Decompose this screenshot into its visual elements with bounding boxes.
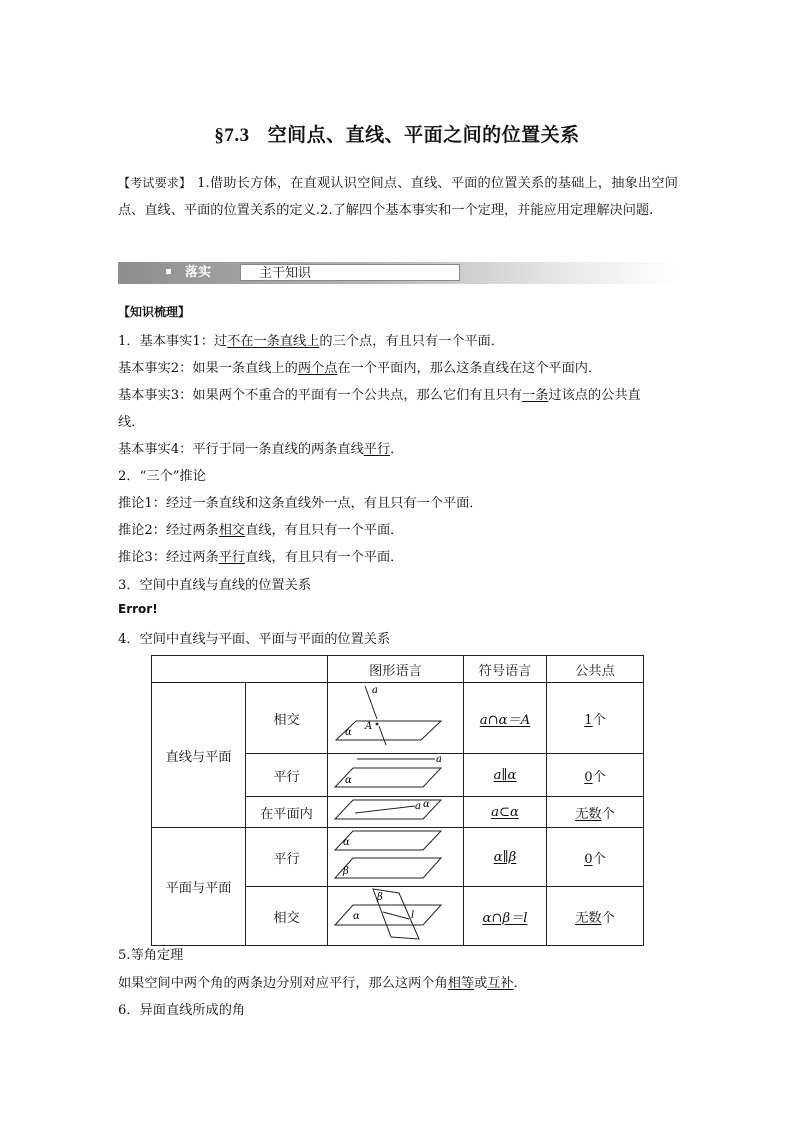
common-in-plane: 无数个 — [547, 797, 644, 828]
symbol-planes-parallel: α∥β — [464, 828, 547, 887]
fact-1: 1．基本事实1：过不在一条直线上的三个点，有且只有一个平面． — [118, 334, 505, 349]
section-number: §7.3 — [214, 125, 250, 146]
section-3-heading: 3．空间中直线与直线的位置关系 — [118, 578, 312, 593]
svg-text:α: α — [352, 911, 360, 922]
fact-3: 基本事实3：如果两个不重合的平面有一个公共点，那么它们有且只有一条过该点的公共直 — [118, 388, 641, 403]
row-label: 相交 — [246, 887, 328, 946]
row-label: 平行 — [246, 754, 328, 797]
svg-text:α: α — [344, 727, 352, 738]
row-label: 平行 — [246, 828, 328, 887]
corollary-3: 推论3：经过两条平行直线，有且只有一个平面． — [118, 550, 404, 565]
svg-text:α: α — [342, 837, 350, 848]
requirements-text: 1.借助长方体，在直观认识空间点、直线、平面的位置关系的基础上，抽象出空间点、直线、平面的位置关系的定义.2.了解四个基本事实和一个定理，并能应用定理解决问题. — [118, 176, 678, 218]
line-plane-intersect-figure — [331, 683, 461, 749]
knowledge-heading: 【知识梳理】 — [118, 305, 191, 319]
svg-text:β: β — [376, 892, 383, 903]
svg-text:a: a — [435, 754, 442, 765]
group-line-plane: 直线与平面 — [152, 683, 246, 828]
exam-requirements — [118, 170, 678, 224]
figure-planes-parallel — [328, 828, 464, 887]
svg-text:a: a — [414, 801, 421, 812]
line-plane-parallel-figure — [331, 754, 461, 792]
row-label: 在平面内 — [246, 797, 328, 828]
svg-text:l: l — [410, 910, 414, 921]
figure-parallel — [328, 754, 464, 797]
fact-4: 基本事实4：平行于同一条直线的两条直线平行． — [118, 442, 404, 457]
figure-intersect — [328, 683, 464, 754]
planes-intersect-figure — [331, 887, 461, 941]
section-6-heading: 6．异面直线所成的角 — [118, 1003, 246, 1018]
group-plane-plane: 平面与平面 — [152, 828, 246, 946]
header-common: 公共点 — [547, 656, 644, 683]
figure-in-plane — [328, 797, 464, 828]
line-in-plane-figure — [331, 797, 461, 823]
fact-2: 基本事实2：如果一条直线上的两个点在一个平面内，那么这条直线在这个平面内． — [118, 361, 602, 376]
position-relation-table — [151, 655, 644, 946]
common-intersect: 1个 — [547, 683, 644, 754]
symbol-in-plane: a⊂α — [464, 797, 547, 828]
section-banner — [118, 262, 678, 284]
corollary-1: 推论1：经过一条直线和这条直线外一点，有且只有一个平面． — [118, 496, 483, 511]
common-parallel: 0个 — [547, 754, 644, 797]
fact-3-cont: 线． — [118, 415, 145, 430]
banner-left — [118, 262, 238, 284]
svg-text:β: β — [342, 866, 349, 877]
svg-text:α: α — [344, 775, 352, 786]
common-planes-parallel: 0个 — [547, 828, 644, 887]
corollary-2: 推论2：经过两条相交直线，有且只有一个平面． — [118, 523, 404, 538]
section-5-heading: 5.等角定理 — [118, 948, 184, 963]
row-label: 相交 — [246, 683, 328, 754]
header-symbol: 符号语言 — [464, 656, 547, 683]
svg-text:A: A — [364, 721, 372, 732]
svg-text:a: a — [371, 685, 378, 696]
header-figure: 图形语言 — [328, 656, 464, 683]
square-bullet-icon — [166, 269, 171, 274]
figure-planes-intersect — [328, 887, 464, 946]
equal-angle-theorem: 如果空间中两个角的两条边分别对应平行，那么这两个角相等或互补． — [118, 976, 527, 991]
page-title — [0, 120, 794, 147]
error-text: Error! — [118, 602, 158, 616]
section-4-heading: 4．空间中直线与平面、平面与平面的位置关系 — [118, 632, 391, 647]
common-planes-intersect: 无数个 — [547, 887, 644, 946]
title-text: 空间点、直线、平面之间的位置关系 — [267, 124, 580, 146]
svg-text:α: α — [422, 799, 430, 810]
symbol-planes-intersect: α∩β＝l — [464, 887, 547, 946]
corollaries-heading: 2．“三个”推论 — [118, 469, 206, 484]
banner-right: 主干知识 — [240, 264, 460, 281]
table-corner — [152, 656, 328, 683]
banner-left-label: 落实 — [185, 265, 212, 280]
symbol-parallel: a∥α — [464, 754, 547, 797]
symbol-intersect: a∩α＝A — [464, 683, 547, 754]
planes-parallel-figure — [331, 828, 461, 882]
requirements-tag: 【考试要求】 — [118, 176, 192, 190]
